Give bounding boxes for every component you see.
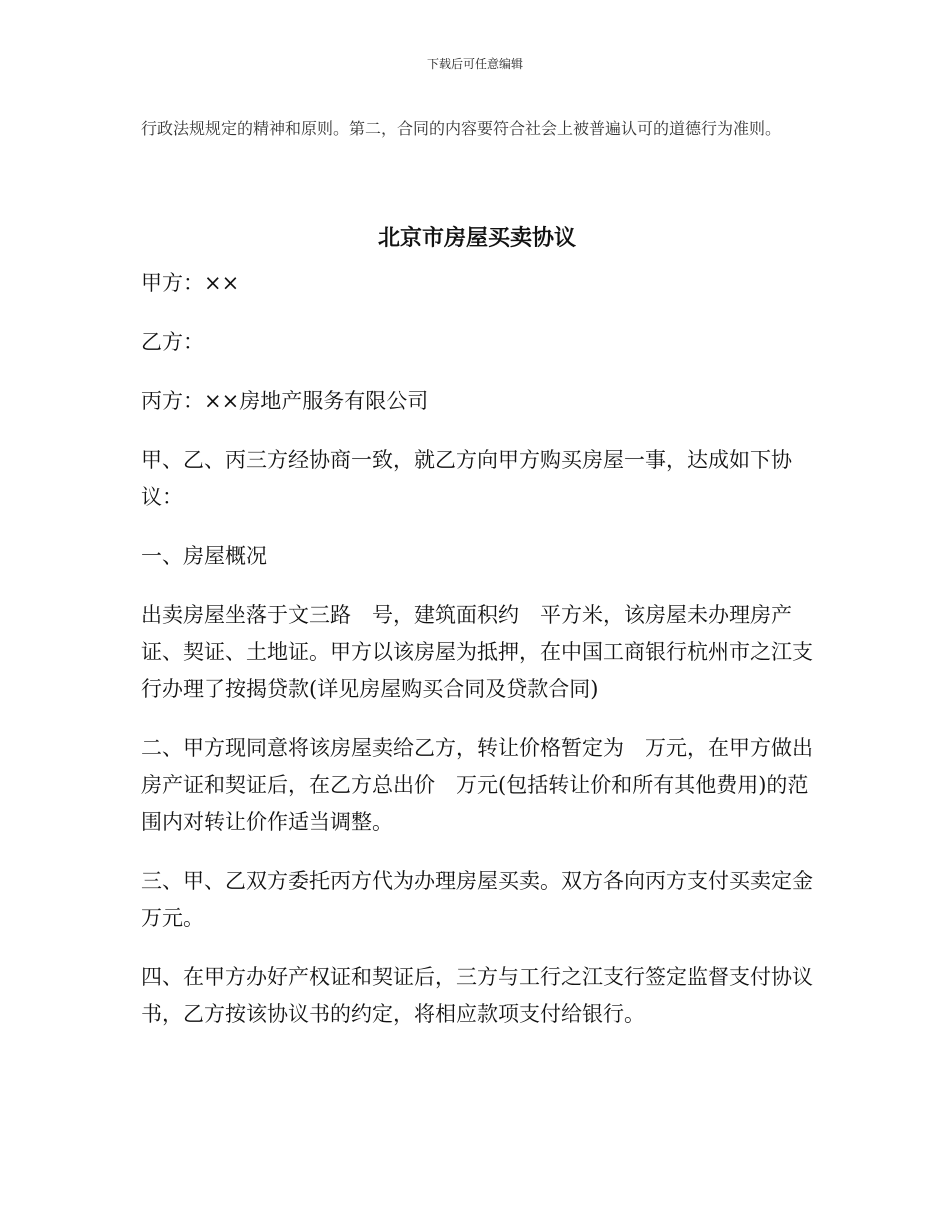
- section-heading-property-overview: 一、房屋概况: [141, 544, 267, 568]
- party-a-line: 甲方：××: [141, 271, 240, 295]
- clause-transfer-price: 二、甲方现同意将该房屋卖给乙方，转让价格暂定为 万元，在甲方做出房产证和契证后，在乙方总出价 万元(包括转让价和所有其他费用)的范围内对转让价作适当调整。: [141, 736, 813, 834]
- party-b-line: 乙方：: [141, 330, 204, 354]
- party-c-line: 丙方：××房地产服务有限公司: [141, 389, 429, 413]
- document-body: [141, 114, 834, 1033]
- clause-property-location: 出卖房屋坐落于文三路 号，建筑面积约 平方米，该房屋未办理房产证、契证、土地证。甲方以该房屋为抵押，在中国工商银行杭州市之江支行办理了按揭贷款(详见房屋购买合同及贷款合同): [141, 603, 813, 701]
- clause-payment-supervision: 四、在甲方办好产权证和契证后，三方与工行之江支行签定监督支付协议书，乙方按该协议书的约定，将相应款项支付给银行。: [141, 965, 813, 1026]
- document-title: 北京市房屋买卖协议: [377, 226, 576, 251]
- clause-deposit: 三、甲、乙双方委托丙方代为办理房屋买卖。双方各向丙方支付买卖定金 万元。: [141, 869, 834, 930]
- agreement-preamble: 甲、乙、丙三方经协商一致，就乙方向甲方购买房屋一事，达成如下协议：: [141, 448, 792, 509]
- intro-paragraph: 行政法规规定的精神和原则。第二，合同的内容要符合社会上被普遍认可的道德行为准则。: [141, 119, 782, 138]
- page-header-note: 下载后可任意编辑: [426, 57, 523, 71]
